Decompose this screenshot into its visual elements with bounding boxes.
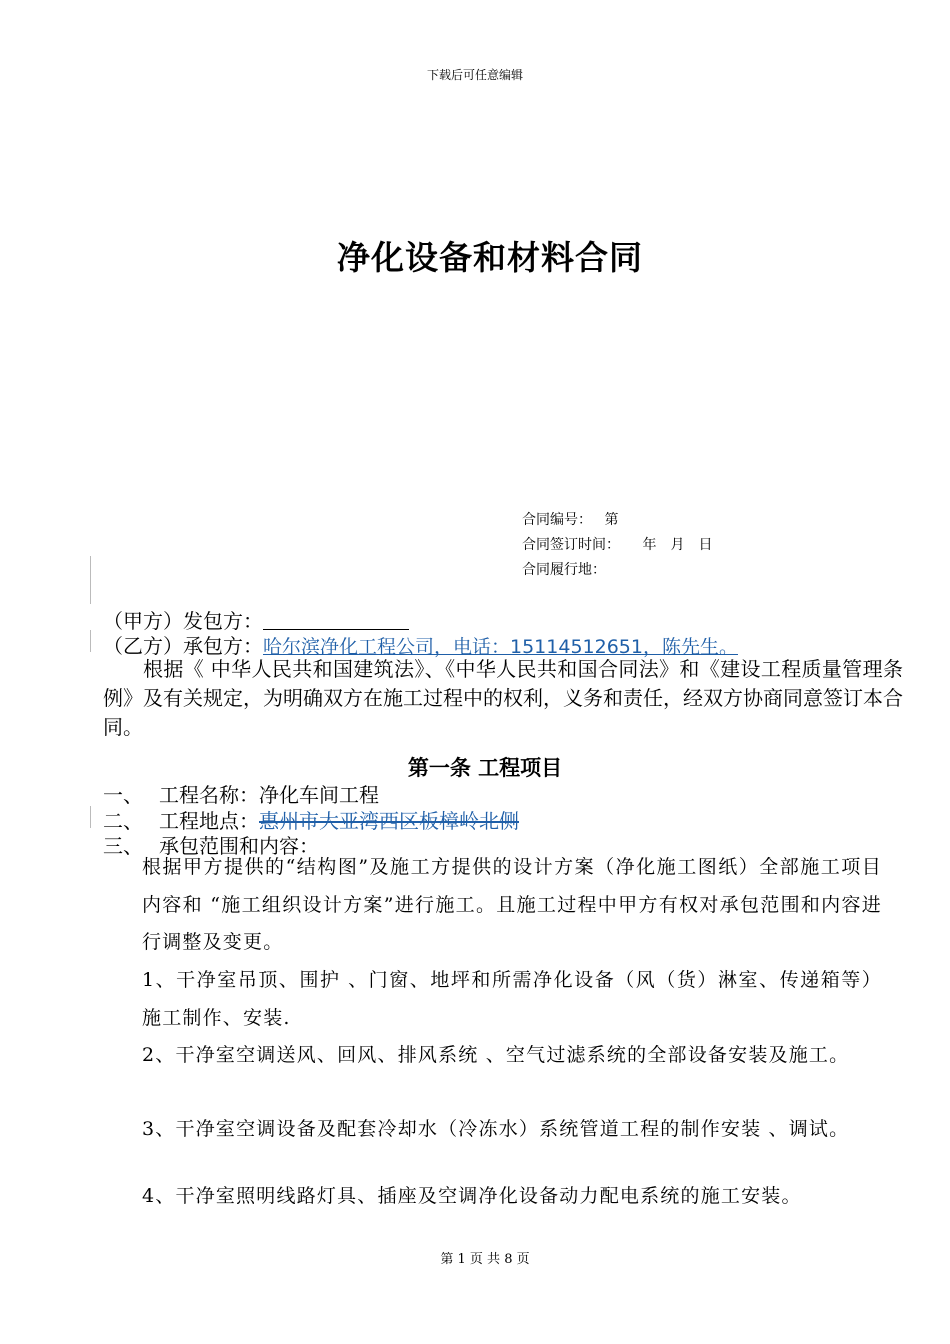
header-note: 下载后可任意编辑 xyxy=(426,68,523,82)
intro-paragraph: 根据《 中华人民共和国建筑法》、《中华人民共和国合同法》和《建设工程质量管理条例》及有关规定，为明确双方在施工过程中的权利，义务和责任，经双方协商同意签订本合同。 xyxy=(103,657,903,739)
scope-item-4: 4、干净室照明线路灯具、插座及空调净化设备动力配电系统的施工安装。 xyxy=(142,1185,802,1207)
party-b-label: （乙方）承包方： xyxy=(103,634,263,658)
page-footer: 第 1 页 共 8 页 xyxy=(440,1252,530,1267)
scope-paragraph: 根据甲方提供的“结构图”及施工方提供的设计方案（净化施工图纸）全部施工项目内容和 “施工组织设计方案”进行施工。且施工过程中甲方有权对承包范围和内容进行调整及变更。 xyxy=(142,856,882,953)
contract-place-label: 合同履行地： xyxy=(522,562,606,578)
section-title: 第一条 工程项目 xyxy=(407,755,563,780)
contract-date-label: 合同签订时间： xyxy=(522,537,620,553)
item-number: 一、 xyxy=(103,783,143,807)
contract-number xyxy=(522,509,618,529)
margin-marker xyxy=(90,630,91,652)
scope-item-2: 2、干净室空调送风、回风、排风系统 、空气过滤系统的全部设备安装及施工。 xyxy=(142,1044,850,1066)
party-b-link[interactable]: 哈尔滨净化工程公司，电话：15114512651，陈先生。 xyxy=(263,636,738,658)
contract-date-value: 年 月 日 xyxy=(642,537,713,553)
document-title: 净化设备和材料合同 xyxy=(337,238,643,277)
item-value: 净化车间工程 xyxy=(259,783,379,807)
party-a-blank xyxy=(263,609,409,630)
item-number: 三、 xyxy=(103,834,143,858)
item-label: 工程名称： xyxy=(159,783,259,807)
party-a-label: （甲方）发包方： xyxy=(103,609,263,633)
scope-item-1: 1、干净室吊顶、围护 、门窗、地坪和所需净化设备（风（货）淋室、传递箱等）施工制作、安装. xyxy=(142,969,882,1029)
contract-place xyxy=(522,559,606,579)
scope-item-3: 3、干净室空调设备及配套冷却水（冷冻水）系统管道工程的制作安装 、调试。 xyxy=(142,1118,850,1140)
margin-marker xyxy=(90,806,91,828)
item-project-name xyxy=(103,779,379,808)
margin-marker xyxy=(90,556,91,604)
item-label: 工程地点： xyxy=(159,809,259,833)
contract-number-label: 合同编号： xyxy=(522,512,592,528)
item-number: 二、 xyxy=(103,809,143,833)
contract-date xyxy=(522,534,712,554)
item-label: 承包范围和内容： xyxy=(159,834,319,858)
location-link[interactable]: 惠州市大亚湾西区板樟岭北侧 xyxy=(259,809,519,833)
contract-number-value: 第 xyxy=(604,512,619,528)
